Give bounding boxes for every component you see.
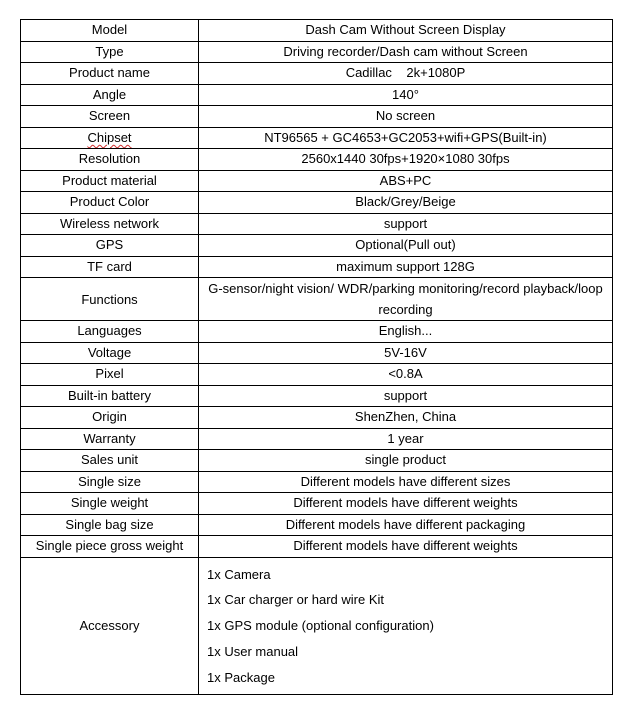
table-row: [21, 127, 613, 149]
table-row: [21, 63, 613, 85]
row-value: maximum support 128G: [199, 256, 613, 278]
table-row: [21, 170, 613, 192]
accessory-label: Accessory: [21, 557, 199, 695]
row-label: Pixel: [21, 364, 199, 386]
table-row: [21, 493, 613, 515]
row-label: Single size: [21, 471, 199, 493]
table-row: [21, 342, 613, 364]
row-value: Dash Cam Without Screen Display: [199, 20, 613, 42]
table-row: [21, 536, 613, 558]
table-row: [21, 428, 613, 450]
row-value: 2560x1440 30fps+1920×1080 30fps: [199, 149, 613, 171]
row-label: Single bag size: [21, 514, 199, 536]
row-label: Voltage: [21, 342, 199, 364]
row-label: Single piece gross weight: [21, 536, 199, 558]
table-row: [21, 41, 613, 63]
row-label: Product Color: [21, 192, 199, 214]
accessory-row: [21, 557, 613, 695]
table-row: [21, 385, 613, 407]
row-label: Product material: [21, 170, 199, 192]
table-row: [21, 321, 613, 343]
table-row: [21, 106, 613, 128]
list-item: 1x Car charger or hard wire Kit: [207, 592, 385, 608]
row-value: 1 year: [199, 428, 613, 450]
row-value: 140°: [199, 84, 613, 106]
table-row: [21, 84, 613, 106]
table-row: [21, 235, 613, 257]
row-value: Different models have different weights: [199, 493, 613, 515]
row-label: Languages: [21, 321, 199, 343]
row-value: ShenZhen, China: [199, 407, 613, 429]
list-item: 1x User manual: [207, 643, 299, 659]
row-value: Different models have different weights: [199, 536, 613, 558]
row-value: support: [199, 213, 613, 235]
row-value: Optional(Pull out): [199, 235, 613, 257]
row-value: <0.8A: [199, 364, 613, 386]
row-label: Warranty: [21, 428, 199, 450]
spec-table: [20, 19, 613, 695]
list-item: 1x Camera: [207, 566, 271, 582]
table-row: [21, 213, 613, 235]
row-label: Sales unit: [21, 450, 199, 472]
table-row: [21, 514, 613, 536]
table-row: [21, 149, 613, 171]
row-value: ABS+PC: [199, 170, 613, 192]
table-row: [21, 192, 613, 214]
accessory-list: [207, 562, 604, 691]
accessory-list-cell: [199, 557, 613, 695]
row-value: Black/Grey/Beige: [199, 192, 613, 214]
row-label: Angle: [21, 84, 199, 106]
row-value: Cadillac 2k+1080P: [199, 63, 613, 85]
row-value: G-sensor/night vision/ WDR/parking monitoring/record playback/loop recording: [199, 278, 613, 321]
row-label: Origin: [21, 407, 199, 429]
table-row: [21, 278, 613, 321]
row-label: GPS: [21, 235, 199, 257]
table-row: [21, 364, 613, 386]
row-value: NT96565 + GC4653+GC2053+wifi+GPS(Built-in): [199, 127, 613, 149]
row-label: TF card: [21, 256, 199, 278]
table-row: [21, 407, 613, 429]
table-row: [21, 471, 613, 493]
row-label: Chipset: [21, 127, 199, 149]
row-value: No screen: [199, 106, 613, 128]
row-label: Screen: [21, 106, 199, 128]
row-value: 5V-16V: [199, 342, 613, 364]
table-row: [21, 256, 613, 278]
row-label: Type: [21, 41, 199, 63]
row-label: Resolution: [21, 149, 199, 171]
row-label: Model: [21, 20, 199, 42]
row-label: Functions: [21, 278, 199, 321]
row-value: Different models have different sizes: [199, 471, 613, 493]
row-label: Product name: [21, 63, 199, 85]
table-row: [21, 20, 613, 42]
row-value: English...: [199, 321, 613, 343]
list-item: 1x GPS module (optional configuration): [207, 618, 434, 634]
row-value: single product: [199, 450, 613, 472]
row-label: Built-in battery: [21, 385, 199, 407]
row-label: Single weight: [21, 493, 199, 515]
table-row: [21, 450, 613, 472]
row-label: Wireless network: [21, 213, 199, 235]
list-item: 1x Package: [207, 669, 275, 685]
row-value: Different models have different packaging: [199, 514, 613, 536]
row-value: Driving recorder/Dash cam without Screen: [199, 41, 613, 63]
row-value: support: [199, 385, 613, 407]
